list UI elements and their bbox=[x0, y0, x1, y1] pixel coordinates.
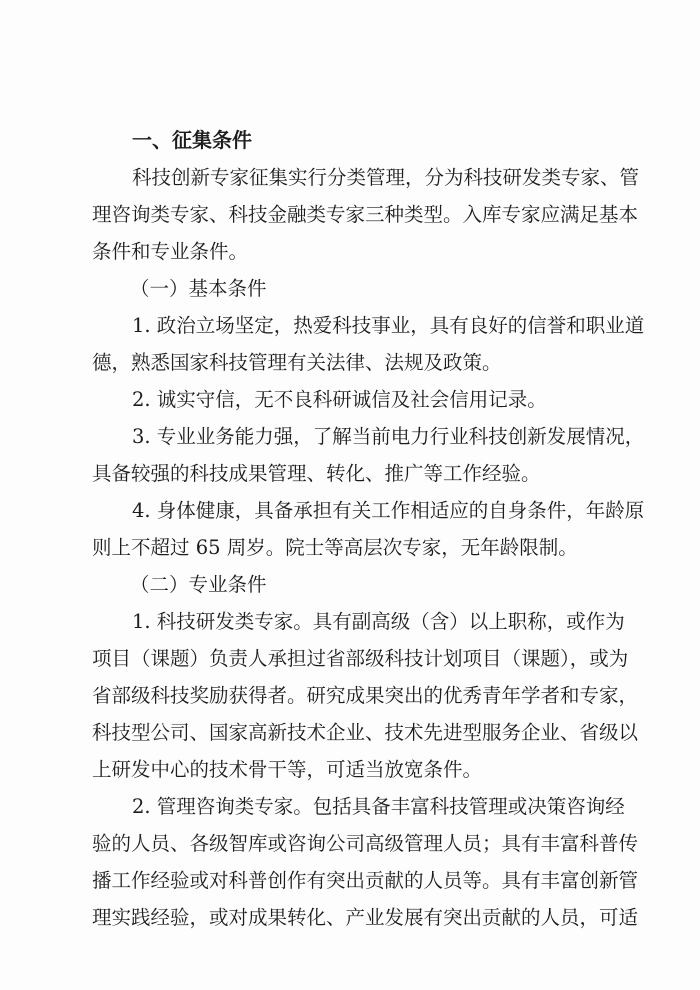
professional-item-line: 播工作经验或对科普创作有突出贡献的人员等。具有丰富创新管 bbox=[92, 869, 639, 892]
basic-item-line: 德，熟悉国家科技管理有关法律、法规及政策。 bbox=[92, 351, 502, 374]
basic-item-line: 3. 专业业务能力强，了解当前电力行业科技创新发展情况， bbox=[132, 425, 645, 448]
basic-item-1 bbox=[92, 307, 645, 381]
intro-paragraph bbox=[92, 159, 640, 270]
document-body bbox=[92, 122, 645, 936]
professional-item-line: 项目（课题）负责人承担过省部级科技计划项目（课题），或为 bbox=[92, 647, 629, 670]
basic-item-line: 4. 身体健康，具备承担有关工作相适应的自身条件，年龄原 bbox=[132, 499, 645, 522]
intro-line: 理咨询类专家、科技金融类专家三种类型。入库专家应满足基本 bbox=[92, 203, 639, 226]
professional-item-2 bbox=[92, 788, 639, 936]
professional-item-line: 验的人员、各级智库或咨询公司高级管理人员；具有丰富科普传 bbox=[92, 832, 639, 855]
section-title: 一、征集条件 bbox=[132, 128, 252, 152]
intro-line: 科技创新专家征集实行分类管理，分为科技研发类专家、管 bbox=[132, 166, 640, 189]
professional-item-line: 科技型公司、国家高新技术企业、技术先进型服务企业、省级以 bbox=[92, 721, 639, 744]
basic-item-line: 具备较强的科技成果管理、转化、推广等工作经验。 bbox=[92, 462, 541, 485]
basic-conditions-heading: （一）基本条件 bbox=[130, 277, 267, 300]
professional-item-line: 2. 管理咨询类专家。包括具备丰富科技管理或决策咨询经 bbox=[132, 795, 625, 818]
professional-item-line: 省部级科技奖励获得者。研究成果突出的优秀青年学者和专家， bbox=[92, 684, 639, 707]
professional-conditions-heading: （二）专业条件 bbox=[130, 573, 267, 596]
basic-item-line: 1. 政治立场坚定，热爱科技事业，具有良好的信誉和职业道 bbox=[132, 314, 645, 337]
professional-item-line: 理实践经验，或对成果转化、产业发展有突出贡献的人员，可适 bbox=[92, 906, 639, 929]
intro-line: 条件和专业条件。 bbox=[92, 240, 249, 263]
basic-item-4 bbox=[92, 492, 645, 566]
basic-item-2 bbox=[92, 381, 618, 418]
professional-item-line: 1. 科技研发类专家。具有副高级（含）以上职称，或作为 bbox=[132, 610, 625, 633]
basic-item-line: 2. 诚实守信，无不良科研诚信及社会信用记录。 bbox=[132, 388, 547, 411]
basic-item-3 bbox=[92, 418, 645, 492]
professional-item-1 bbox=[92, 603, 639, 788]
professional-item-line: 上研发中心的技术骨干等，可适当放宽条件。 bbox=[92, 758, 483, 781]
basic-item-line: 则上不超过 65 周岁。院士等高层次专家，无年龄限制。 bbox=[92, 536, 578, 559]
